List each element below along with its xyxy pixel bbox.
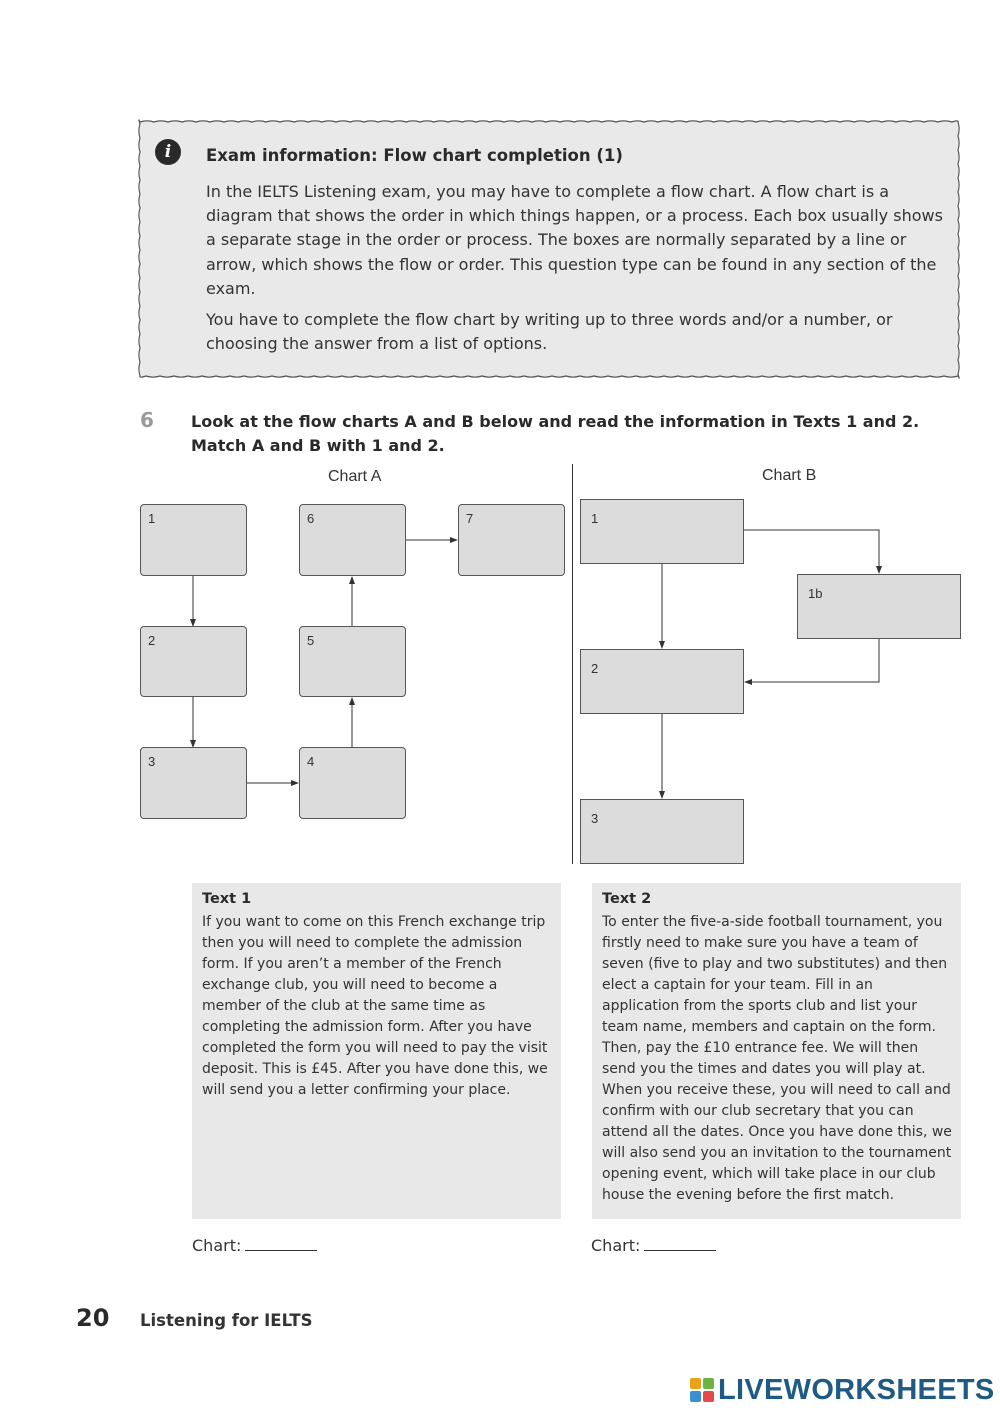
chart-answer-1 bbox=[192, 1236, 317, 1255]
arrow-b-1b-2 bbox=[745, 639, 879, 682]
text-1-title: Text 1 bbox=[202, 891, 252, 907]
page-number: 20 bbox=[76, 1304, 110, 1332]
chart-a-box-5 bbox=[299, 626, 406, 697]
logo-text: LIVEWORKSHEETS bbox=[718, 1373, 995, 1406]
box-label: 2 bbox=[591, 661, 599, 676]
chart-a-box-7 bbox=[458, 504, 565, 576]
box-label: 1b bbox=[808, 586, 823, 601]
chart-b-box-3 bbox=[580, 799, 744, 864]
text-2-panel bbox=[592, 883, 961, 1219]
box-label: 1 bbox=[148, 511, 156, 526]
logo-square bbox=[703, 1378, 714, 1389]
logo-square bbox=[703, 1391, 714, 1402]
text-2-body: To enter the five-a-side football tournament, you firstly need to make sure you have a team of seven (five to play and two substitutes) and then elect a captain for your team. Fill in an application from the sports club and list your team name, members and captain on the form. Then, pay the £10 entrance fee. We will then send you the times and dates you will play at. When you receive these, you will need to call and confirm with our club secretary that you can attend all the dates. Once you have done this, we will also send you an invitation to the tournament opening event, which will take place in our club house the evening before the first match. bbox=[602, 914, 952, 1203]
answer-blank-1[interactable] bbox=[245, 1236, 317, 1251]
info-title: Exam information: Flow chart completion (1) bbox=[206, 146, 623, 165]
question-text: Look at the flow charts A and B below and read the information in Texts 1 and 2. Match A and B with 1 and 2. bbox=[191, 412, 920, 455]
question-number: 6 bbox=[140, 408, 154, 432]
logo-squares-icon bbox=[690, 1378, 714, 1402]
chart-a-box-4 bbox=[299, 747, 406, 819]
chart-b-box-1 bbox=[580, 499, 744, 564]
chart-b-box-2 bbox=[580, 649, 744, 714]
chart-answer-label: Chart: bbox=[591, 1236, 641, 1255]
box-label: 7 bbox=[466, 511, 474, 526]
info-paragraph-1: In the IELTS Listening exam, you may have to complete a flow chart. A flow chart is a diagram that shows the order in which things happen, or a process. Each box usually shows a separate stage in the order or process. The boxes are normally separated by a line or arrow, which shows the flow or order. This question type can be found in any section of the exam. bbox=[206, 182, 943, 298]
chart-a-title: Chart A bbox=[328, 468, 382, 485]
book-title: Listening for IELTS bbox=[140, 1311, 313, 1330]
chart-answer-2 bbox=[591, 1236, 716, 1255]
chart-a-box-1 bbox=[140, 504, 247, 576]
box-label: 1 bbox=[591, 511, 599, 526]
info-paragraph-2: You have to complete the flow chart by writing up to three words and/or a number, or choosing the answer from a list of options. bbox=[206, 310, 893, 354]
logo-square bbox=[690, 1378, 701, 1389]
info-icon: i bbox=[155, 139, 181, 165]
chart-a-box-2 bbox=[140, 626, 247, 697]
box-label: 3 bbox=[591, 811, 599, 826]
chart-b-title: Chart B bbox=[762, 467, 817, 484]
chart-answer-label: Chart: bbox=[192, 1236, 242, 1255]
box-label: 2 bbox=[148, 633, 156, 648]
answer-blank-2[interactable] bbox=[644, 1236, 716, 1251]
logo-square bbox=[690, 1391, 701, 1402]
text-1-body: If you want to come on this French exchange trip then you will need to complete the admission form. If you aren’t a member of the French exchange club, you will need to become a member of the club at the same time as completing the admission form. After you have completed the form you will need to pay the visit deposit. This is £45. After you have done this, we will send you a letter confirming your place. bbox=[202, 914, 548, 1098]
chart-a-box-6 bbox=[299, 504, 406, 576]
box-label: 3 bbox=[148, 754, 156, 769]
box-label: 6 bbox=[307, 511, 315, 526]
chart-b-box-1b bbox=[797, 574, 961, 639]
text-2-title: Text 2 bbox=[602, 891, 652, 907]
box-label: 5 bbox=[307, 633, 315, 648]
text-1-panel bbox=[192, 883, 561, 1219]
arrow-b-1-1b bbox=[744, 530, 879, 573]
liveworksheets-logo bbox=[690, 1372, 995, 1408]
box-label: 4 bbox=[307, 754, 315, 769]
chart-a-box-3 bbox=[140, 747, 247, 819]
